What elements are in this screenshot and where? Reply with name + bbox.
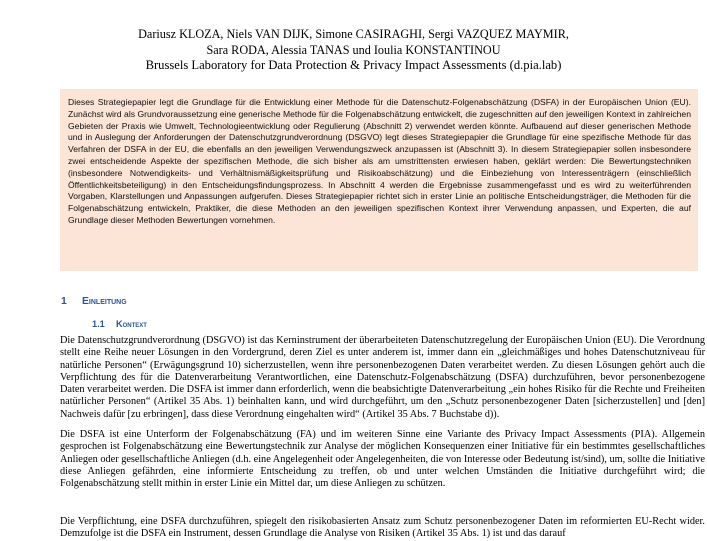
section-number: 1 — [61, 296, 67, 307]
body-paragraph-1: Die Datenschutzgrundverordnung (DSGVO) ist das Kerninstrument der überarbeiteten Datenschutzregelung der Europäischen Union (EU). Die Verordnung stellt eine Reihe neuer Lösungen in den Vordergrund, deren Ziel es unter anderem ist, immer dann ein „gleichmäßiges und hohes Datenschutzniveau für natürliche Personen“ (Erwägungsgrund 10) sicherzustellen, wenn ihre personenbezogenen Daten verarbeitet werden. Zu diesen Lösungen gehört auch die Verpflichtung des für die Datenverarbeitung Verantwortlichen, eine Datenschutz-Folgenabschätzung (DSFA) durchzuführen, bevor personenbezogene Daten verarbeitet werden. Die DSFA ist immer dann erforderlich, wenn die beabsichtigte Datenverarbeitung „ein hohes Risiko für die Rechte und Freiheiten natürlicher Personen“ (Artikel 35 Abs. 1) beinhalten kann, und wird durchgeführt, um den „Schutz personenbezogener Daten [sicherzustellen] und [den] Nachweis dafür [zu erbringen], dass diese Verordnung eingehalten wird“ (Artikel 35 Abs. 7 Buchstabe d)). — [60, 335, 705, 420]
abstract-box — [60, 89, 698, 271]
section-heading-1 — [61, 296, 127, 307]
subsection-number: 1.1 — [92, 319, 105, 329]
subsection-title: Kontext — [116, 319, 147, 329]
subsection-heading-1-1 — [92, 319, 147, 329]
body-paragraph-3: Die Verpflichtung, eine DSFA durchzuführen, spiegelt den risikobasierten Ansatz zum Schutz personenbezogener Daten im reformierten EU-Recht wider. Demzufolge ist die DSFA ein Instrument, dessen Grundlage die Analyse von Risiken (Artikel 35 Abs. 1) ist und das darauf — [60, 516, 705, 540]
lab-affiliation: Brussels Laboratory for Data Protection & Privacy Impact Assessments (d.pia.lab) — [145, 58, 562, 72]
body-paragraph-2: Die DSFA ist eine Unterform der Folgenabschätzung (FA) und im weiteren Sinne eine Variante des Privacy Impact Assessments (PIA). Allgemein gesprochen ist Folgenabschätzung eine Bewertungstechnik zur Analyse der möglichen Konsequenzen einer Initiative für ein bestimmtes gesellschaftliches Anliegen oder gesellschaftliche Anliegen (d.h. eine Angelegenheit oder Angelegenheiten, die von Interesse oder Bedeutung ist/sind), um, sollte die Initiative diese Anliegen gefährden, eine informierte Entscheidung zu treffen, ob und unter welchen Umständen die Initiative durchgeführt wird; die Folgenabschätzung stellt mithin in erster Linie ein Mittel dar, um diese Anliegen zu schützen. — [60, 429, 705, 490]
section-title: Einleitung — [82, 296, 127, 307]
authors-line-1: Dariusz KLOZA, Niels VAN DIJK, Simone CASIRAGHI, Sergi VAZQUEZ MAYMIR, — [138, 27, 569, 41]
authors-line-2: Sara RODA, Alessia TANAS und Ioulia KONSTANTINOU — [206, 42, 501, 57]
author-list — [0, 27, 707, 58]
abstract-text: Dieses Strategiepapier legt die Grundlage für die Entwicklung einer Methode für die Datenschutz-Folgenabschätzung (DSFA) in der Europäischen Union (EU). Zunächst wird als Grundvoraussetzung eine generische Methode für die Folgenabschätzung entwickelt, die zugeschnitten auf den jeweiligen Kontext in zahlreichen Gebieten der Praxis wie Umwelt, Technologieentwicklung oder Regulierung (Abschnitt 2) verwendet werden könnte. Aufbauend auf dieser generischen Methode und in Auslegung der Anforderungen der Datenschutzgrundverordnung (DSGVO) legt dieses Strategiepapier die Grundlage für eine spezifische Methode für das Verfahren der DSFA in der EU, die ebenfalls an den jeweiligen Verwendungszweck anzupassen ist (Abschnitt 3). In diesem Strategiepapier sollen insbesondere zwei entscheidende Aspekte der spezifischen Methode, die sich bisher als am umstrittensten erwiesen haben, geklärt werden: Die Bewertungstechniken (insbesondere Notwendigkeits- und Verhältnismäßigkeitsprüfung und Risikoabschätzung) und die Einbeziehung von Interessenträgern (einschließlich Öffentlichkeitsbeteiligung) in den Entscheidungsfindungsprozess. In Abschnitt 4 werden die Ergebnisse zusammengefasst und es wird zu weiterführenden Vorgaben, Klarstellungen und Anpassungen aufgerufen. Dieses Strategiepapier richtet sich in erster Linie an politische Entscheidungsträger, die Methoden für die Folgenabschätzung entwickeln, Praktiker, die diese Methoden an den jeweiligen spezifischen Kontext ihrer Verwendung anpassen, und Experten, die auf Grundlage dieser Methoden Bewertungen vornehmen. — [68, 97, 691, 225]
